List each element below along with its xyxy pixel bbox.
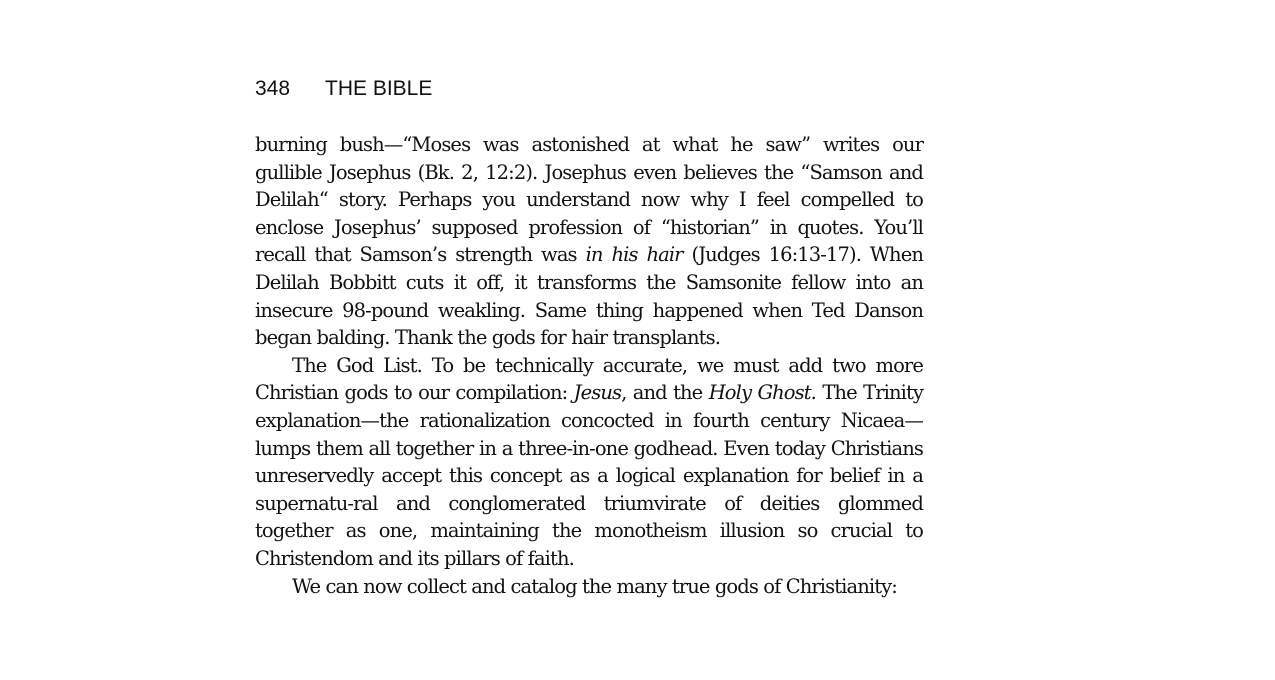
- paragraph-2-text-a: . To be technically accurate, we must add two more Christian gods to our compilation:: [255, 353, 923, 405]
- body-text: [255, 131, 923, 600]
- paragraph-2-italic-a: Jesus: [573, 381, 622, 405]
- paragraph-1: [255, 131, 923, 352]
- paragraph-2-italic-b: Holy Ghost: [708, 381, 811, 405]
- paragraph-2: [255, 352, 923, 573]
- paragraph-1-text-b: (Judges 16:13-17). When Delilah Bobbitt cuts it off, it transforms the Samsonite fellow into an insecure 98-pound weakling. Same thing happened when Ted Danson began balding. Thank the gods for hair transplants.: [255, 243, 923, 350]
- paragraph-2-run-in-heading: The God List: [292, 353, 417, 377]
- paragraph-2-text-b: , and the: [621, 381, 709, 405]
- paragraph-1-italic: in his hair: [585, 243, 683, 267]
- book-page: [255, 0, 923, 680]
- paragraph-2-text-c: . The Trinity explanation—the rationalization concocted in fourth century Nicaea—lumps them all together in a three-in-one godhead. Even today Christians unreservedly accept this concept as a logical explanation for belief in a supernatu-ral and conglomerated triumvirate of deities glommed together as one, maintaining the monotheism illusion so crucial to Christendom and its pillars of faith.: [255, 381, 923, 570]
- paragraph-1-text-a: burning bush—“Moses was astonished at what he saw” writes our gullible Josephus (Bk. 2, 12:2). Josephus even believes the “Samson and Delilah“ story. Perhaps you understand now why I feel compelled to enclose Josephus’ supposed profession of “historian” in quotes. You’ll recall that Samson’s strength was: [255, 133, 923, 267]
- paragraph-3: [255, 573, 923, 601]
- page-number: 348: [255, 77, 291, 100]
- paragraph-3-text: We can now collect and catalog the many true gods of Christianity:: [292, 574, 897, 598]
- running-title: THE BIBLE: [325, 77, 433, 100]
- running-head: [255, 75, 432, 103]
